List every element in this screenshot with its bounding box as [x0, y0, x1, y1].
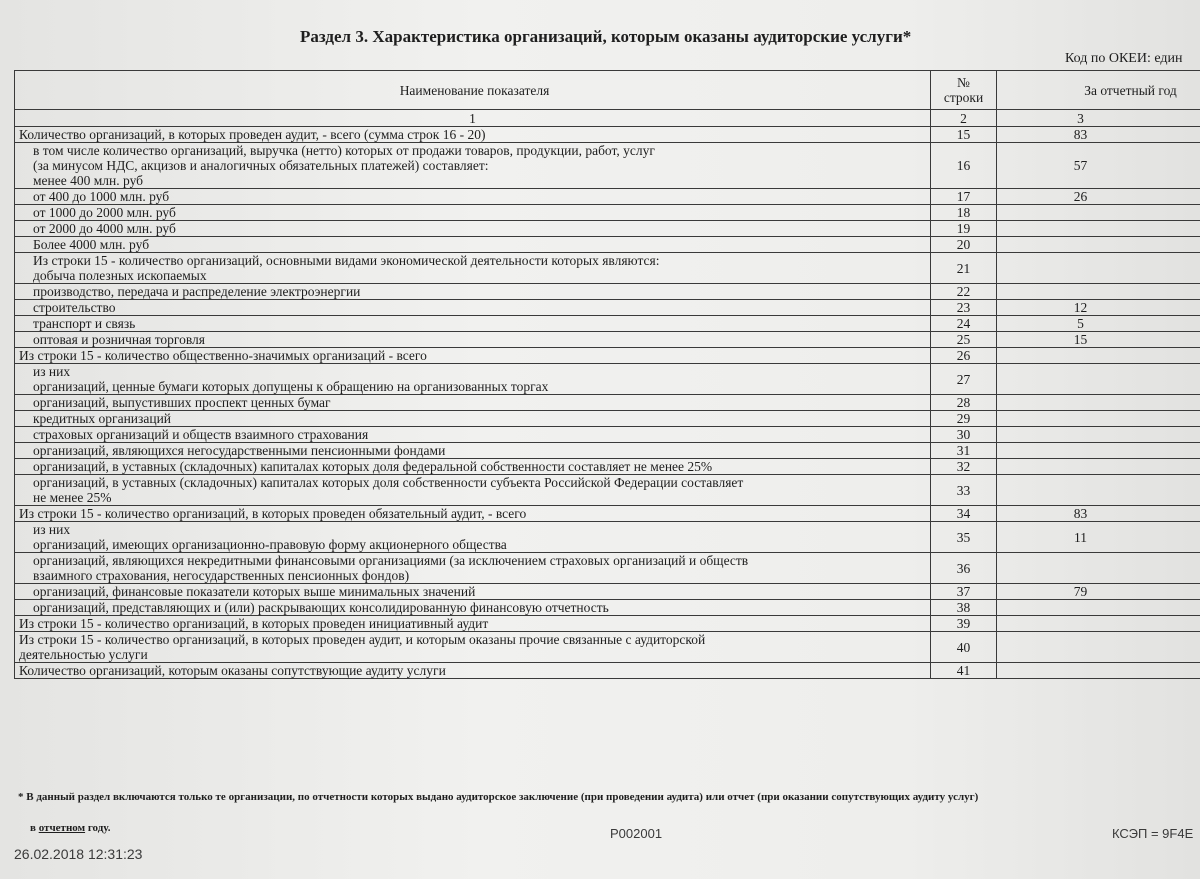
row-number: 24: [931, 316, 997, 332]
indicator-name-line: оптовая и розничная торговля: [33, 332, 206, 347]
indicator-name: [15, 189, 931, 205]
reporting-year-value: [997, 348, 1200, 364]
indicator-name: [15, 600, 931, 616]
table-row: [15, 616, 1200, 632]
indicator-name-line: Из строки 15 - количество общественно-значимых организаций - всего: [19, 348, 427, 363]
footnote-prefix: в: [30, 822, 36, 834]
indicator-name: [15, 221, 931, 237]
indicator-name: [15, 300, 931, 316]
indicator-name-line: Из строки 15 - количество организаций, в которых проведен обязательный аудит, - всего: [19, 506, 527, 521]
table-row: [15, 411, 1200, 427]
indicator-name-line: организаций, в уставных (складочных) капиталах которых доля федеральной собственности составляет не менее 25%: [33, 459, 713, 474]
indicator-name: [15, 284, 931, 300]
indicator-name-line: транспорт и связь: [33, 316, 136, 331]
indicator-name-line: кредитных организаций: [33, 411, 172, 426]
indicator-name: [15, 553, 931, 584]
table-row: [15, 632, 1200, 663]
footnote-line-1: * В данный раздел включаются только те организации, по отчетности которых выдано аудиторское заключение (при проведении аудита) или отчет (при оказании сопутствующих аудиту услуг): [18, 791, 979, 803]
header-name: Наименование показателя: [15, 71, 931, 110]
indicator-name: [15, 522, 931, 553]
indicator-name: [15, 427, 931, 443]
row-number: 17: [931, 189, 997, 205]
indicator-name: [15, 459, 931, 475]
okei-code-label: Код по ОКЕИ: един: [1065, 51, 1183, 66]
table-row: [15, 127, 1200, 143]
table-header-row: [15, 71, 1200, 110]
indicator-name: [15, 616, 931, 632]
reporting-year-value: [997, 253, 1200, 284]
table-column-index-row: [15, 110, 1200, 127]
indicator-name-line: организаций, являющихся некредитными финансовыми организациями (за исключением страховых организаций и обществ: [33, 553, 749, 568]
column-index-1: 1: [15, 110, 931, 127]
table-row: [15, 364, 1200, 395]
indicator-name: [15, 663, 931, 679]
row-number: 30: [931, 427, 997, 443]
indicator-name-line: страховых организаций и обществ взаимного страхования: [33, 427, 369, 442]
indicator-name-line: Количество организаций, которым оказаны сопутствующие аудиту услуги: [19, 663, 446, 678]
reporting-year-value: [997, 427, 1200, 443]
reporting-year-value: [997, 443, 1200, 459]
table-row: [15, 332, 1200, 348]
row-number: 28: [931, 395, 997, 411]
indicator-name-line: организаций, представляющих и (или) раскрывающих консолидированную финансовую отчетность: [33, 600, 609, 615]
reporting-year-value: 57: [997, 143, 1200, 189]
indicator-name: [15, 143, 931, 189]
row-number: 27: [931, 364, 997, 395]
indicator-name: [15, 395, 931, 411]
reporting-year-value: 79: [997, 584, 1200, 600]
table-row: [15, 253, 1200, 284]
indicator-name-line: организаций, ценные бумаги которых допущены к обращению на организованных торгах: [33, 379, 549, 394]
reporting-year-value: [997, 411, 1200, 427]
row-number: 22: [931, 284, 997, 300]
row-number: 38: [931, 600, 997, 616]
table-row: [15, 284, 1200, 300]
indicator-name: [15, 506, 931, 522]
reporting-year-value: [997, 553, 1200, 584]
indicators-table: [14, 70, 1200, 679]
indicator-name: [15, 475, 931, 506]
row-number: 21: [931, 253, 997, 284]
reporting-year-value: [997, 205, 1200, 221]
table-row: [15, 316, 1200, 332]
reporting-year-value: [997, 221, 1200, 237]
indicator-name-line: от 2000 до 4000 млн. руб: [33, 221, 176, 236]
row-number: 16: [931, 143, 997, 189]
reporting-year-value: [997, 364, 1200, 395]
indicator-name-line: организаций, выпустивших проспект ценных бумаг: [33, 395, 331, 410]
indicator-name: [15, 632, 931, 663]
table-row: [15, 189, 1200, 205]
print-timestamp: 26.02.2018 12:31:23: [14, 846, 143, 862]
table-row: [15, 459, 1200, 475]
section-title: Раздел 3. Характеристика организаций, которым оказаны аудиторские услуги*: [300, 27, 912, 46]
table-row: [15, 663, 1200, 679]
table-row: [15, 143, 1200, 189]
row-number: 15: [931, 127, 997, 143]
header-number-label: строки: [943, 90, 984, 105]
reporting-year-value: 15: [997, 332, 1200, 348]
reporting-year-value: 26: [997, 189, 1200, 205]
row-number: 37: [931, 584, 997, 600]
row-number: 35: [931, 522, 997, 553]
indicator-name-line: организаций, имеющих организационно-правовую форму акционерного общества: [33, 537, 507, 552]
row-number: 41: [931, 663, 997, 679]
row-number: 32: [931, 459, 997, 475]
indicator-name-line: деятельностью услуги: [19, 647, 148, 662]
indicator-name-line: производство, передача и распределение электроэнергии: [33, 284, 361, 299]
table-row: [15, 475, 1200, 506]
row-number: 34: [931, 506, 997, 522]
table-row: [15, 584, 1200, 600]
indicator-name: [15, 237, 931, 253]
indicator-name-line: из них: [33, 364, 71, 379]
indicator-name-line: не менее 25%: [33, 490, 112, 505]
indicator-name-line: от 400 до 1000 млн. руб: [33, 189, 170, 204]
form-code: P002001: [610, 826, 663, 841]
reporting-year-value: [997, 663, 1200, 679]
column-index-3: 3: [997, 110, 1200, 127]
table-row: [15, 600, 1200, 616]
header-number-sign: №: [957, 75, 970, 90]
row-number: 31: [931, 443, 997, 459]
reporting-year-value: 12: [997, 300, 1200, 316]
table-row: [15, 221, 1200, 237]
indicator-name-line: (за минусом НДС, акцизов и аналогичных обязательных платежей) составляет:: [33, 158, 489, 173]
row-number: 33: [931, 475, 997, 506]
header-value: За отчетный год: [997, 71, 1200, 110]
indicator-name-line: Из строки 15 - количество организаций, основными видами экономической деятельности которых являются:: [33, 253, 660, 268]
reporting-year-value: [997, 632, 1200, 663]
reporting-year-value: [997, 284, 1200, 300]
table-row: [15, 553, 1200, 584]
indicator-name-line: организаций, являющихся негосударственными пенсионными фондами: [33, 443, 446, 458]
table-row: [15, 348, 1200, 364]
reporting-year-value: [997, 237, 1200, 253]
indicator-name-line: Более 4000 млн. руб: [33, 237, 150, 252]
table-row: [15, 395, 1200, 411]
row-number: 18: [931, 205, 997, 221]
indicator-name: [15, 332, 931, 348]
row-number: 23: [931, 300, 997, 316]
indicator-name-line: Из строки 15 - количество организаций, в которых проведен инициативный аудит: [19, 616, 489, 631]
table-row: [15, 205, 1200, 221]
indicator-name-line: организаций, в уставных (складочных) капиталах которых доля собственности субъекта Российской Федерации составляет: [33, 475, 744, 490]
indicator-name-line: взаимного страхования, негосударственных пенсионных фондов): [33, 568, 410, 583]
indicator-name: [15, 127, 931, 143]
indicator-name: [15, 316, 931, 332]
table-row: [15, 506, 1200, 522]
indicator-name-line: менее 400 млн. руб: [33, 173, 144, 188]
indicator-name-line: из них: [33, 522, 71, 537]
row-number: 19: [931, 221, 997, 237]
indicator-name-line: в том числе количество организаций, выручка (нетто) которых от продажи товаров, продукции, работ, услуг: [33, 143, 655, 158]
header-row-number: [931, 71, 997, 110]
indicator-name-line: строительство: [33, 300, 116, 315]
table-row: [15, 443, 1200, 459]
row-number: 25: [931, 332, 997, 348]
reporting-year-value: [997, 395, 1200, 411]
reporting-year-value: 83: [997, 127, 1200, 143]
indicator-name: [15, 584, 931, 600]
reporting-year-value: [997, 459, 1200, 475]
table-row: [15, 427, 1200, 443]
footnote-underlined-word: отчетном: [38, 822, 86, 834]
indicator-name: [15, 348, 931, 364]
row-number: 40: [931, 632, 997, 663]
reporting-year-value: [997, 600, 1200, 616]
indicator-name: [15, 411, 931, 427]
indicator-name: [15, 253, 931, 284]
indicator-name: [15, 205, 931, 221]
row-number: 39: [931, 616, 997, 632]
indicator-name-line: Из строки 15 - количество организаций, в которых проведен аудит, и которым оказаны прочие связанные с аудиторской: [19, 632, 706, 647]
table-row: [15, 237, 1200, 253]
row-number: 20: [931, 237, 997, 253]
table-row: [15, 300, 1200, 316]
row-number: 26: [931, 348, 997, 364]
reporting-year-value: 5: [997, 316, 1200, 332]
reporting-year-value: [997, 616, 1200, 632]
footnote-line-2: [30, 822, 110, 834]
row-number: 29: [931, 411, 997, 427]
column-index-2: 2: [931, 110, 997, 127]
row-number: 36: [931, 553, 997, 584]
table-row: [15, 522, 1200, 553]
indicator-name-line: от 1000 до 2000 млн. руб: [33, 205, 176, 220]
indicator-name-line: Количество организаций, в которых проведен аудит, - всего (сумма строк 16 - 20): [19, 127, 486, 142]
footnote-suffix: году.: [87, 822, 111, 834]
reporting-year-value: 83: [997, 506, 1200, 522]
indicator-name: [15, 364, 931, 395]
reporting-year-value: 11: [997, 522, 1200, 553]
indicator-name: [15, 443, 931, 459]
ksep-signature: КСЭП = 9F4E: [1112, 826, 1194, 841]
indicator-name-line: организаций, финансовые показатели которых выше минимальных значений: [33, 584, 476, 599]
reporting-year-value: [997, 475, 1200, 506]
indicator-name-line: добыча полезных ископаемых: [33, 268, 207, 283]
